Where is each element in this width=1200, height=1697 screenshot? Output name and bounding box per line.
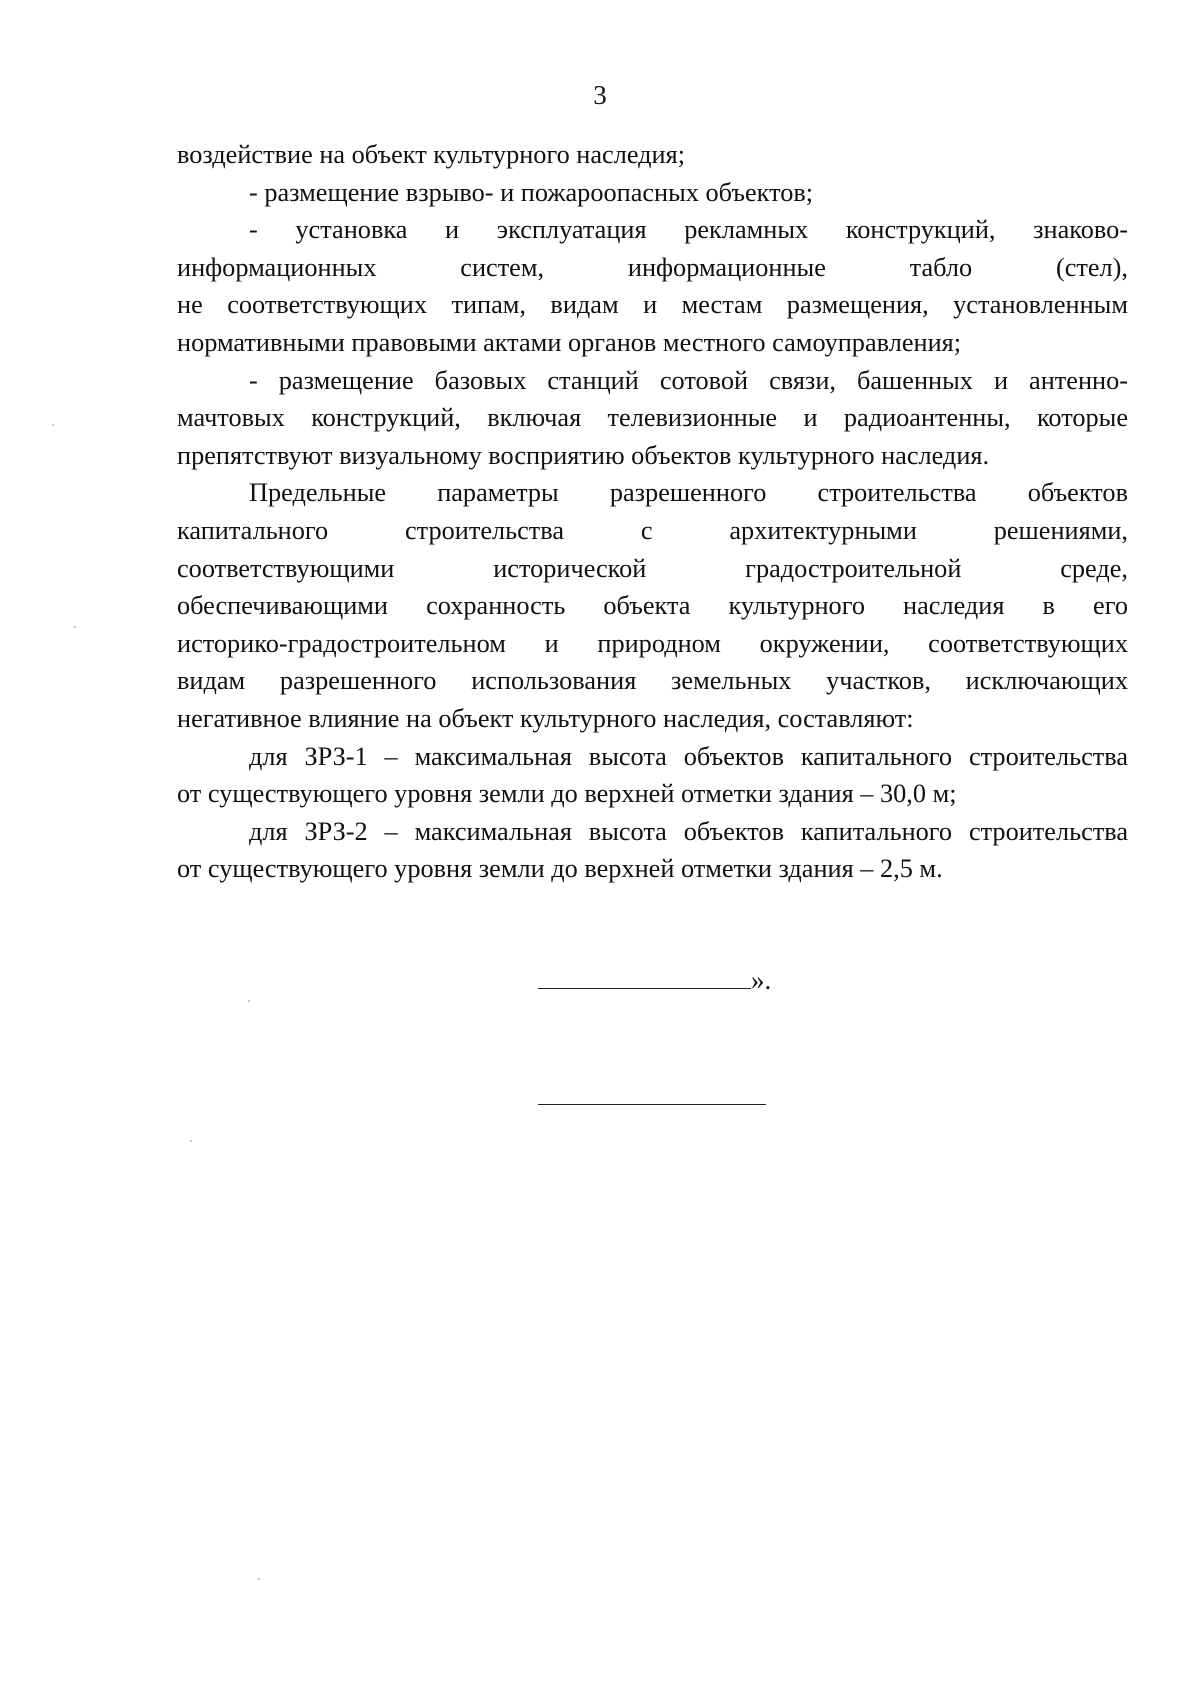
text-line: воздействие на объект культурного наследия;: [177, 140, 686, 169]
page-number: 3: [593, 80, 607, 110]
text-line: препятствуют визуальному восприятию объектов культурного наследия.: [177, 440, 990, 470]
text-line: информационных систем, информационные табло (стел),: [177, 252, 1128, 282]
scan-speck: [248, 1000, 250, 1002]
text-line: обеспечивающими сохранность объекта культурного наследия в его: [177, 591, 1128, 621]
text-line: видам разрешенного использования земельных участков, исключающих: [177, 666, 1128, 696]
text-line: - размещение взрыво- и пожароопасных объектов;: [249, 177, 814, 207]
scan-speck: [190, 1140, 192, 1142]
end-of-document-rule: [538, 1104, 766, 1105]
text-line: не соответствующих типам, видам и местам размещения, установленным: [177, 290, 1128, 320]
text-line: мачтовых конструкций, включая телевизионные и радиоантенны, которые: [177, 403, 1128, 433]
text-line: нормативными правовыми актами органов местного самоуправления;: [177, 327, 962, 357]
scan-speck: [52, 424, 54, 426]
scan-speck: [258, 1578, 260, 1580]
text-line: капитального строительства с архитектурными решениями,: [177, 515, 1128, 545]
closing-quote-mark: ».: [751, 965, 772, 995]
scan-speck: [74, 626, 76, 628]
closing-signoff: [538, 963, 771, 997]
text-line: соответствующими исторической градостроительной среде,: [177, 553, 1128, 583]
text-line: негативное влияние на объект культурного наследия, составляют:: [177, 703, 914, 733]
signoff-underline: [538, 964, 751, 989]
text-line: - установка и эксплуатация рекламных конструкций, знаково-: [249, 215, 1128, 245]
body-text: [177, 136, 1128, 888]
text-line: от существующего уровня земли до верхней отметки здания – 30,0 м;: [177, 779, 957, 809]
text-line: Предельные параметры разрешенного строительства объектов: [249, 478, 1128, 508]
text-line: для ЗРЗ-2 – максимальная высота объектов капитального строительства: [249, 816, 1128, 846]
text-line: - размещение базовых станций сотовой связи, башенных и антенно-: [249, 365, 1128, 395]
text-line: историко-градостроительном и природном окружении, соответствующих: [177, 628, 1128, 658]
text-line: от существующего уровня земли до верхней отметки здания – 2,5 м.: [177, 854, 943, 884]
text-line: для ЗРЗ-1 – максимальная высота объектов капитального строительства: [249, 741, 1128, 771]
